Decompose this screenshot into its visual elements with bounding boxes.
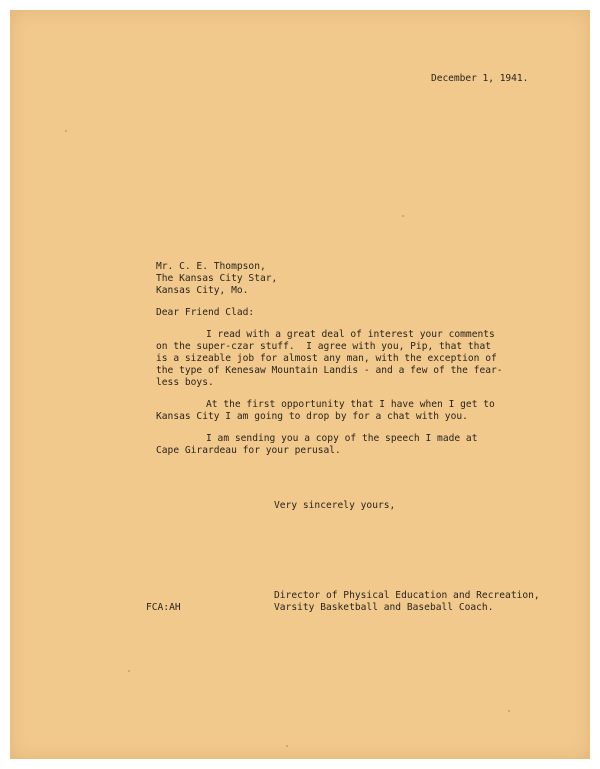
- paragraph-line: Kansas City I am going to drop by for a chat with you.: [156, 411, 468, 422]
- paper-speck: [65, 130, 67, 132]
- paragraph-line: At the first opportunity that I have when I get to: [206, 399, 495, 410]
- paragraph-line: is a sizeable job for almost any man, with the exception of: [156, 353, 497, 364]
- paragraph-line: less boys.: [156, 377, 214, 388]
- closing: Very sincerely yours,: [274, 500, 396, 511]
- paragraph-line: on the super-czar stuff. I agree with you, Pip, that that: [156, 341, 492, 352]
- addressee-city: Kansas City, Mo.: [156, 285, 249, 296]
- signature-title-line: Varsity Basketball and Baseball Coach.: [274, 602, 494, 613]
- paper-speck: [508, 710, 510, 712]
- paragraph-line: I read with a great deal of interest your comments: [206, 329, 495, 340]
- reference-initials: FCA:AH: [146, 602, 181, 613]
- paper-speck: [128, 670, 130, 672]
- salutation: Dear Friend Clad:: [156, 307, 255, 318]
- letter-page: [10, 10, 590, 759]
- paper-speck: [286, 745, 288, 747]
- addressee-name: Mr. C. E. Thompson,: [156, 261, 266, 272]
- addressee-organization: The Kansas City Star,: [156, 273, 278, 284]
- paragraph-line: Cape Girardeau for your perusal.: [156, 445, 341, 456]
- paragraph-line: the type of Kenesaw Mountain Landis - and a few of the fear-: [156, 365, 503, 376]
- paragraph-line: I am sending you a copy of the speech I made at: [206, 433, 478, 444]
- signature-title-line: Director of Physical Education and Recreation,: [274, 590, 540, 601]
- paper-speck: [402, 215, 404, 217]
- letter-date: December 1, 1941.: [431, 73, 529, 84]
